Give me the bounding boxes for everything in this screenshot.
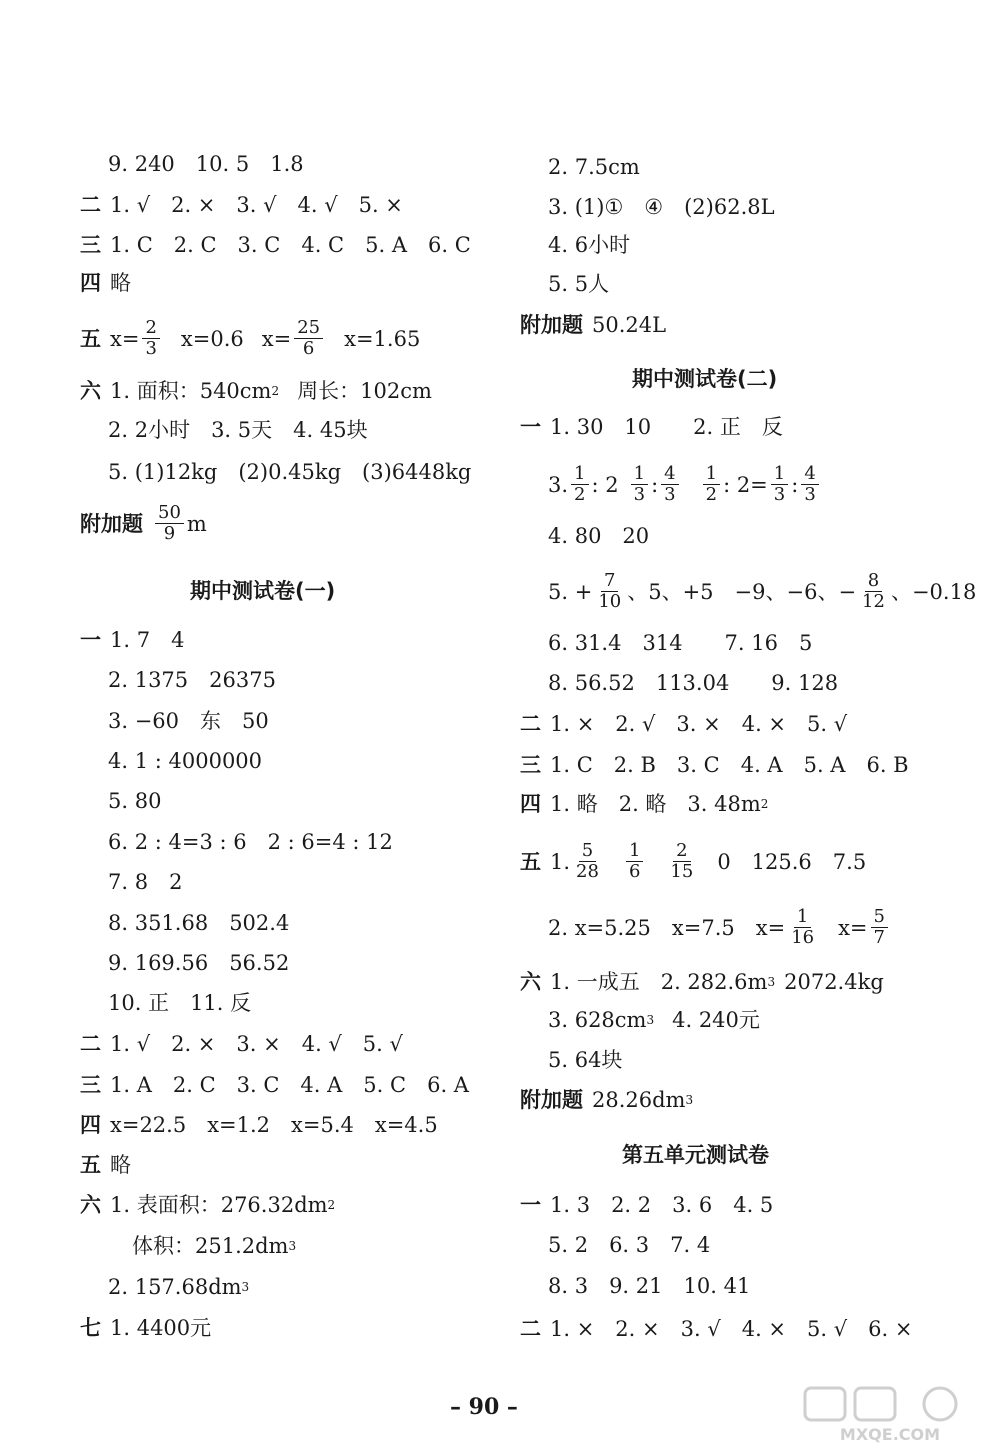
answer-line: 6. 2 : 4=3 : 6 2 : 6=4 : 12: [108, 830, 393, 854]
answer-line: 6. 31.4 314 7. 16 5: [548, 631, 813, 655]
fraction: $\frac{5}{7}$: [871, 907, 888, 948]
answer-line: 一 1. 3 2. 2 3. 6 4. 5: [520, 1193, 774, 1217]
fraction: $\frac{8}{12}$: [862, 570, 885, 612]
answer-line: 3. 628cm 3 4. 240元: [548, 1008, 760, 1032]
fraction: $\frac{1}{3}$: [631, 464, 648, 505]
page-number: – 90 –: [450, 1394, 518, 1420]
answer-line: 四 略: [80, 271, 131, 295]
answer-line: 三 1. C 2. B 3. C 4. A 5. A 6. B: [520, 753, 909, 777]
answer-line: 体积：251.2dm 3: [132, 1234, 297, 1258]
answer-line: 10. 正 11. 反: [108, 991, 252, 1015]
answer-line: 3. $\frac{1}{2}$ : 2 $\frac{1}{3}$ : $\frac{4}{3}$ $\frac{1}{2}$ : 2= $\frac{1}{3}$ : $\frac{4}{3}$: [548, 464, 822, 505]
section-heading: 第五单元测试卷: [622, 1143, 769, 1167]
answer-line: 3. −60 东 50: [108, 709, 269, 733]
answer-line: 2. 1375 26375: [108, 668, 276, 692]
answer-line: 2. 7.5cm: [548, 155, 640, 179]
svg-text:MXQE.COM: MXQE.COM: [839, 1425, 941, 1444]
answer-line: 4. 80 20: [548, 524, 650, 548]
fraction: $\frac{1}{6}$: [626, 841, 643, 882]
fraction: $\frac{1}{2}$: [571, 464, 588, 505]
answer-line: 5. + $\frac{7}{10}$ 、5、+5 −9、−6、− $\frac{8}{12}$ 、−0.18: [548, 570, 977, 612]
answer-line: 7. 8 2: [108, 870, 183, 894]
answer-line: 3. (1)① ④ (2)62.8L: [548, 195, 775, 219]
fraction: $\frac{2}{3}$: [142, 318, 159, 359]
answer-line: 五 x= $\frac{2}{3}$ x=0.6 x= $\frac{25}{6}$ x=1.65: [80, 317, 421, 359]
fraction: $\frac{1}{16}$: [791, 906, 815, 948]
answer-line: 二 1. √ 2. × 3. √ 4. √ 5. ×: [80, 193, 403, 217]
fraction: $\frac{5}{28}$: [576, 840, 599, 882]
answer-line: 四 x=22.5 x=1.2 x=5.4 x=4.5: [80, 1113, 438, 1137]
answer-line: 四 1. 略 2. 略 3. 48m 2: [520, 792, 769, 816]
fraction: $\frac{1}{2}$: [703, 464, 720, 505]
answer-line: 六 1. 表面积：276.32dm 2: [80, 1193, 336, 1217]
answer-line: 五 1. $\frac{5}{28}$ $\frac{1}{6}$ $\frac{2}{15}$ 0 125.6 7.5: [520, 840, 867, 882]
section-heading: 期中测试卷(一): [190, 579, 336, 603]
answer-line: 4. 6小时: [548, 233, 631, 257]
answer-line: 附加题 $\frac{50}{9}$ m: [80, 502, 207, 544]
answer-line: 六 1. 面积：540cm 2 周长：102cm: [80, 379, 432, 403]
watermark-logo: [795, 1386, 985, 1444]
answer-line: 5. 5人: [548, 272, 610, 296]
answer-line: 附加题 50.24L: [520, 313, 667, 337]
answer-line: 三 1. C 2. C 3. C 4. C 5. A 6. C: [80, 233, 471, 257]
section-heading: 期中测试卷(二): [632, 367, 778, 391]
answer-line: 8. 351.68 502.4: [108, 911, 290, 935]
fraction: $\frac{2}{15}$: [670, 840, 694, 882]
answer-line: 二 1. × 2. × 3. √ 4. × 5. √ 6. ×: [520, 1317, 913, 1341]
answer-line: 5. 2 6. 3 7. 4: [548, 1233, 711, 1257]
answer-line: 2. x=5.25 x=7.5 x= $\frac{1}{16}$ x= $\frac{5}{7}$: [548, 907, 891, 948]
answer-line: 六 1. 一成五 2. 282.6m 3 2072.4kg: [520, 970, 884, 994]
answer-line: 二 1. √ 2. × 3. × 4. √ 5. √: [80, 1032, 403, 1056]
answer-line: 五 略: [80, 1153, 131, 1177]
answer-line: 5. 80: [108, 789, 162, 813]
answer-line: 9. 240 10. 5 1.8: [108, 152, 304, 176]
answer-line: 9. 169.56 56.52: [108, 951, 290, 975]
fraction: $\frac{7}{10}$: [598, 570, 622, 612]
fraction: $\frac{1}{3}$: [771, 464, 788, 505]
answer-line: 七 1. 4400元: [80, 1316, 212, 1340]
answer-line: 4. 1 : 4000000: [108, 749, 263, 773]
fraction: $\frac{4}{3}$: [801, 464, 818, 505]
answer-line: 二 1. × 2. √ 3. × 4. × 5. √: [520, 712, 848, 736]
answer-line: 一 1. 7 4: [80, 628, 185, 652]
answer-line: 2. 2小时 3. 5天 4. 45块: [108, 418, 368, 442]
answer-line: 8. 56.52 113.04 9. 128: [548, 671, 839, 695]
answer-line: 一 1. 30 10 2. 正 反: [520, 415, 783, 439]
answer-line: 三 1. A 2. C 3. C 4. A 5. C 6. A: [80, 1073, 469, 1097]
answer-line: 8. 3 9. 21 10. 41: [548, 1274, 751, 1298]
fraction: $\frac{50}{9}$: [155, 503, 184, 544]
fraction: $\frac{4}{3}$: [661, 464, 678, 505]
answer-line: 2. 157.68dm 3: [108, 1275, 250, 1299]
fraction: $\frac{25}{6}$: [294, 318, 323, 359]
answer-line: 附加题 28.26dm 3: [520, 1088, 694, 1112]
answer-line: 5. (1)12kg (2)0.45kg (3)6448kg: [108, 460, 472, 484]
answer-line: 5. 64块: [548, 1048, 623, 1072]
